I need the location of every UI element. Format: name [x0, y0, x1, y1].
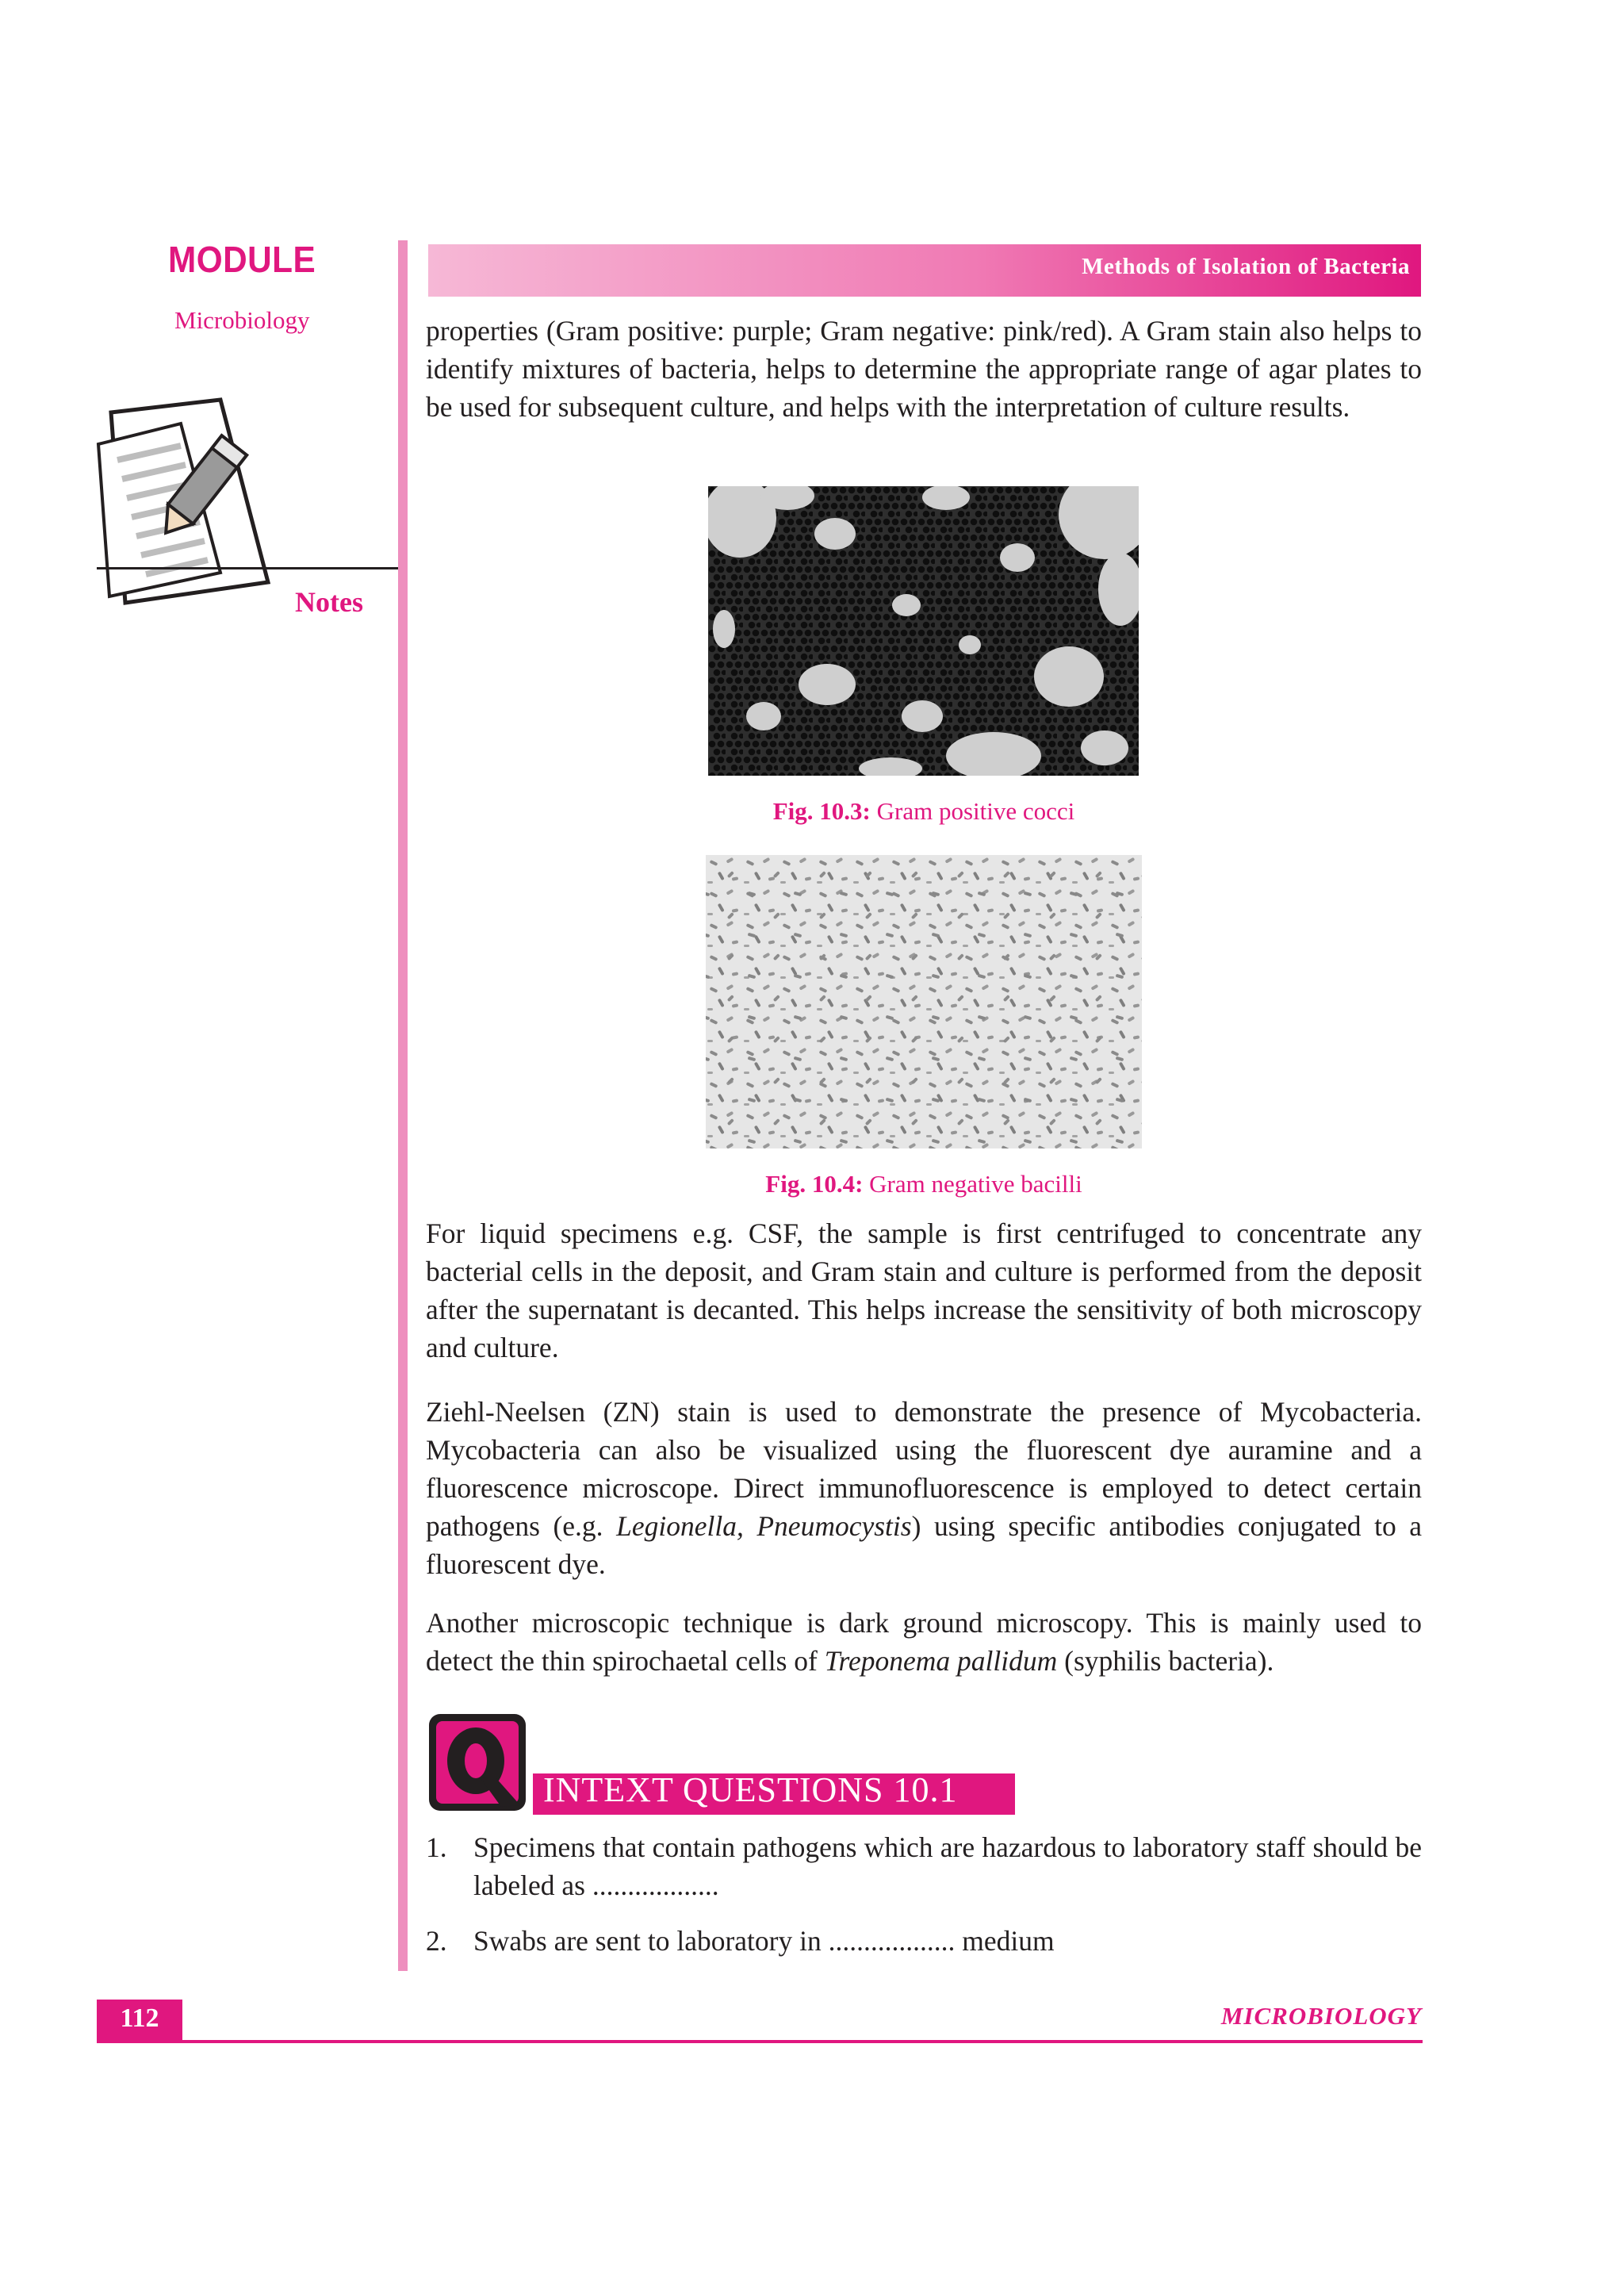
question-number: 2.	[426, 1925, 447, 1957]
question-number: 1.	[426, 1831, 447, 1863]
figure-caption	[426, 1170, 1422, 1198]
chapter-header-band	[428, 244, 1421, 297]
footer-rule	[97, 2040, 1423, 2043]
footer-book-title: MICROBIOLOGY	[1220, 2002, 1422, 2030]
question-text: Swabs are sent to laboratory in .................. medium	[473, 1925, 1055, 1957]
page-number: 112	[120, 2003, 159, 2033]
paragraph-dark-ground	[426, 1604, 1422, 1680]
notes-label: Notes	[295, 586, 363, 618]
paragraph-text: ) using specific antibodies conjugated to a fluorescent dye.	[426, 1510, 1422, 1580]
figure-label: Fig. 10.3:	[772, 797, 871, 825]
paragraph-liquid-specimens: For liquid specimens e.g. CSF, the sample is first centrifuged to concentrate any bacterial cells in the deposit, and Gram stain and culture is performed from the deposit after the supernatant is decanted. This helps increase the sensitivity of both microscopy and culture.	[426, 1217, 1422, 1363]
paragraph-text: Another microscopic technique is dark ground microscopy. This is mainly used to detect the thin spirochaetal cells of	[426, 1607, 1422, 1677]
module-label: MODULE	[168, 239, 316, 280]
paragraph-gram-stain: properties (Gram positive: purple; Gram negative: pink/red). A Gram stain also helps to identify mixtures of bacteria, helps to determine the appropriate range of agar plates to be used for subsequent culture, and helps with the interpretation of culture results.	[426, 315, 1422, 423]
figure-label: Fig. 10.4:	[765, 1170, 864, 1198]
paragraph-text: (syphilis bacteria).	[1057, 1645, 1274, 1677]
chapter-title: Methods of Isolation of Bacteria	[1082, 254, 1410, 279]
notepad-pencil-icon	[87, 389, 293, 611]
figure-caption-text: Gram positive cocci	[876, 797, 1075, 825]
question-item	[426, 1828, 1422, 1904]
figure-caption	[426, 797, 1422, 826]
margin-bar	[398, 240, 408, 1971]
gram-positive-cocci-micrograph	[708, 486, 1139, 776]
notes-divider	[97, 567, 398, 569]
intext-title: INTEXT QUESTIONS 10.1	[543, 1770, 958, 1809]
paragraph-text: Ziehl-Neelsen (ZN) stain is used to demonstrate the presence of Mycobacteria. Mycobacteria can also be visualized using the fluorescent dye auramine and a fluorescence microscope. Direct immunofluorescence is employed to detect certain pathogens (e.g.	[426, 1396, 1422, 1542]
gram-negative-bacilli-micrograph	[706, 855, 1142, 1148]
paragraph-zn-stain	[426, 1393, 1422, 1583]
question-item	[426, 1922, 1422, 1960]
question-text: Specimens that contain pathogens which are hazardous to laboratory staff should be labeled as ..................	[473, 1831, 1422, 1901]
paragraph-italic: Treponema pallidum	[824, 1645, 1058, 1677]
module-subject: Microbiology	[174, 306, 310, 334]
q-icon	[427, 1712, 528, 1813]
figure-caption-text: Gram negative bacilli	[869, 1170, 1082, 1198]
paragraph-italic: Legionella, Pneumocystis	[616, 1510, 912, 1542]
